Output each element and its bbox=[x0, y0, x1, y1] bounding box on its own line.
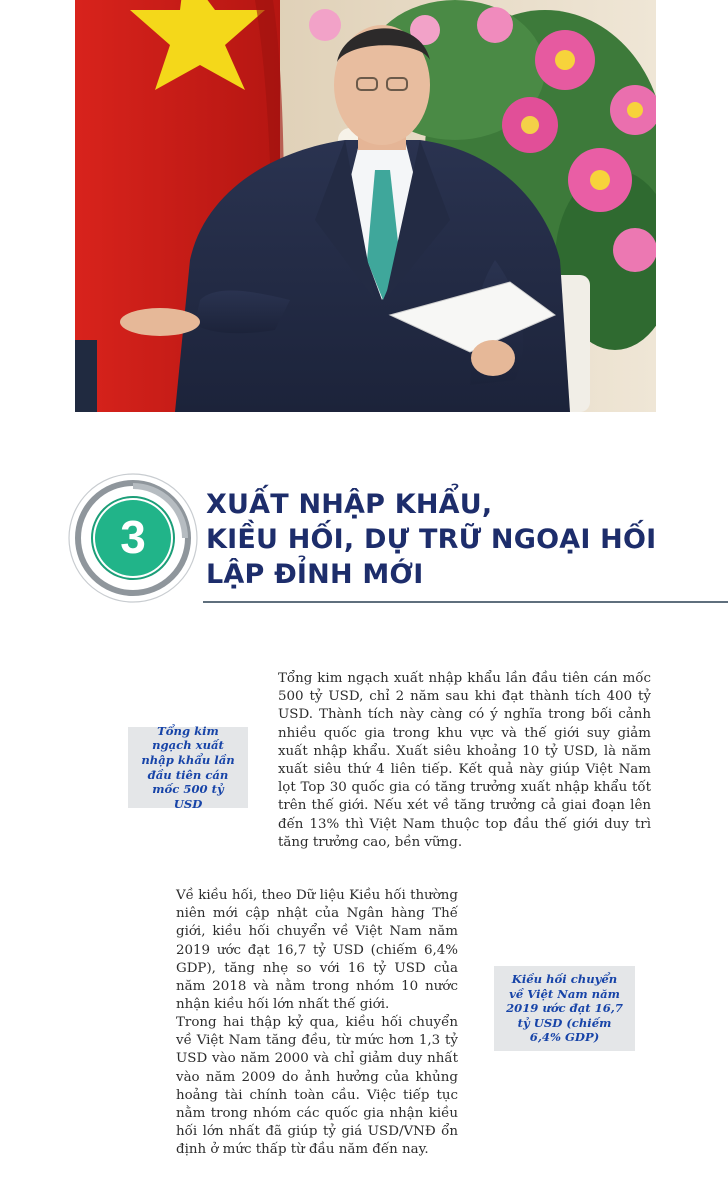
section-number-badge bbox=[67, 472, 199, 604]
paragraph-export-import: Tổng kim ngạch xuất nhập khẩu lần đầu tiên cán mốc 500 tỷ USD, chỉ 2 năm sau khi đạt thành tích 400 tỷ USD. Thành tích này càng có ý nghĩa trong bối cảnh nhiều quốc gia trong khu vực và thế giới suy giảm xuất nhập khẩu. Xuất siêu khoảng 10 tỷ USD, là năm xuất siêu thứ 4 liên tiếp. Kết quả này giúp Việt Nam lọt Top 30 quốc gia có tăng trưởng xuất nhập khẩu tốt trên thế giới. Nếu xét về tăng trưởng cả giai đoạn lên đến 13% thì Việt Nam thuộc top đầu thế giới duy trì tăng trưởng cao, bền vững. bbox=[278, 671, 651, 850]
hero-photo bbox=[75, 0, 656, 412]
callout-export-highlight bbox=[128, 723, 248, 811]
section-title-line-3: LẬP ĐỈNH MỚI bbox=[206, 559, 424, 590]
callout-remittance-text: Kiều hối chuyển về Việt Nam năm 2019 ước đạt 16,7 tỷ USD (chiếm 6,4% GDP) bbox=[506, 972, 623, 1045]
section-number: 3 bbox=[120, 511, 146, 563]
callout-export-text: Tổng kim ngạch xuất nhập khẩu lần đầu tiên cán mốc 500 tỷ USD bbox=[141, 723, 235, 811]
title-divider bbox=[203, 601, 728, 603]
section-title-line-2: KIỀU HỐI, DỰ TRỮ NGOẠI HỐI bbox=[206, 524, 657, 555]
speaker-photo-illustration bbox=[75, 0, 656, 412]
section-title bbox=[206, 487, 706, 592]
section-title-line-1: XUẤT NHẬP KHẨU, bbox=[206, 489, 493, 520]
callout-remittance-highlight bbox=[494, 966, 635, 1051]
paragraph-remittance-history: Trong hai thập kỷ qua, kiều hối chuyển về Việt Nam tăng đều, từ mức hơn 1,3 tỷ USD vào năm 2000 và chỉ giảm duy nhất vào năm 2009 do ảnh hưởng của khủng hoảng tài chính toàn cầu. Việc tiếp tục nằm trong nhóm các quốc gia nhận kiều hối lớn nhất đã giúp tỷ giá USD/VNĐ ổn định ở mức thấp từ đầu năm đến nay. bbox=[176, 1015, 458, 1158]
paragraph-remittance: Về kiều hối, theo Dữ liệu Kiều hối thường niên mới cập nhật của Ngân hàng Thế giới, kiều hối chuyển về Việt Nam năm 2019 ước đạt 16,7 tỷ USD (chiếm 6,4% GDP), tăng nhẹ so với 16 tỷ USD của năm 2018 và nằm trong nhóm 10 nước nhận kiều hối lớn nhất thế giới. bbox=[176, 888, 458, 1013]
